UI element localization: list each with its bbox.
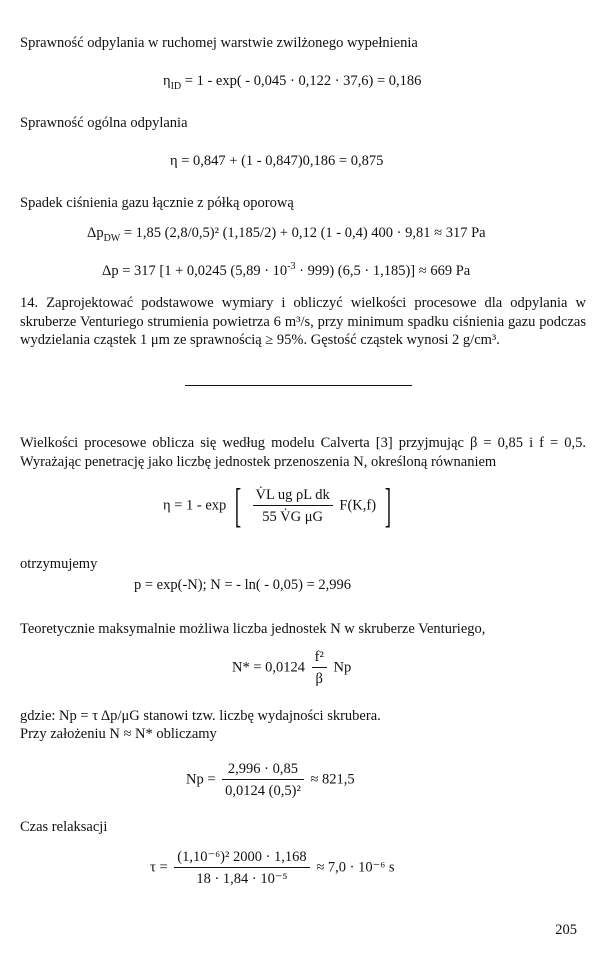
max-units-text: Teoretycznie maksymalnie możliwa liczba jednostek N w skruberze Venturiego, [20, 621, 486, 637]
fraction-denominator: 55 V̇G μG [262, 509, 323, 525]
otrzymujemy-text: otrzymujemy [20, 556, 98, 572]
section-divider [185, 385, 412, 386]
intro-text-pressure: Spadek ciśnienia gazu łącznie z półką oporową [20, 195, 294, 211]
equation-rhs-b: · 999) (6,5 · 1,185)] ≈ 669 Pa [295, 262, 471, 279]
fraction-numerator: (1,10⁻⁶)² 2000 · 1,168 [174, 848, 309, 868]
equation-tau [150, 848, 395, 888]
fraction-denominator: 0,0124 (0,5)² [225, 783, 301, 799]
equation-eta-id [163, 72, 421, 96]
equation-lhs: τ = [150, 859, 168, 876]
fraction-numerator: V̇L ug ρL dk [253, 486, 333, 506]
eta-subscript: ID [170, 80, 182, 92]
fraction-denominator: 18 · 1,84 · 10⁻⁵ [196, 871, 288, 887]
equation-rhs-a: = 317 [1 + 0,0245 (5,89 · 10 [122, 262, 288, 279]
gdzie-text: gdzie: Np = τ Δp/μG stanowi tzw. liczbę wydajności skrubera. [20, 708, 381, 724]
equation-lhs: N* = 0,0124 [232, 659, 306, 676]
eta-symbol: η [163, 73, 171, 89]
calvert-paragraph: Wielkości procesowe oblicza się według modelu Calverta [3] przyjmując β = 0,85 i f = 0,5. Wyrażając penetrację jako liczbę jednostek przenoszenia N, określoną równaniem [20, 435, 586, 470]
equation-lhs: η = 1 - exp [163, 497, 227, 514]
relaxation-time-text: Czas relaksacji [20, 819, 108, 835]
equation-lhs: Np = [186, 771, 216, 788]
equation-tail: F(K,f) [339, 497, 377, 514]
intro-text-efficiency: Sprawność odpylania w ruchomej warstwie zwilżonego wypełnienia [20, 35, 418, 51]
intro-text-overall: Sprawność ogólna odpylania [20, 115, 188, 131]
fraction [174, 848, 309, 888]
equation-rhs: = 1,85 (2,8/0,5)² (1,185/2) + 0,12 (1 - 0,4) 400 · 9,81 ≈ 317 Pa [123, 225, 486, 241]
exponent: -3 [287, 261, 296, 272]
equation-dp-total [102, 258, 470, 280]
left-bracket: [ [234, 479, 242, 532]
equation-rhs: = 1 - exp( - 0,045 · 0,122 · 37,6) = 0,186 [184, 73, 422, 89]
fraction [312, 648, 327, 688]
fraction [253, 486, 333, 526]
problem-14-text: 14. Zaprojektować podstawowe wymiary i obliczyć wielkości procesowe dla odpylania w skruberze Venturiego strumienia powietrza 6 m³/s, przy minimum spadku ciśnienia gazu podczas wydzielania cząstek 1 μm ze sprawnością ≥ 95%. Gęstość cząstek wynosi 2 g/cm³. [20, 295, 586, 348]
equation-result: ≈ 821,5 [310, 771, 355, 788]
assumption-text: Przy założeniu N ≈ N* obliczamy [20, 726, 217, 742]
equation-penetration: p = exp(-N); N = - ln( - 0,05) = 2,996 [134, 577, 352, 593]
delta-p-subscript: DW [103, 232, 121, 244]
equation-eta-exp [163, 479, 396, 532]
right-bracket: ] [384, 479, 391, 532]
fraction-numerator: f² [312, 648, 327, 668]
delta-p-symbol: Δp [87, 225, 104, 241]
page-number: 205 [555, 922, 577, 938]
fraction [222, 760, 304, 800]
equation-n-star [232, 648, 351, 688]
equation-tail: Np [333, 659, 352, 676]
equation-np [186, 760, 355, 800]
equation-dp-dw [87, 224, 486, 248]
delta-p-symbol: Δp [102, 262, 119, 279]
equation-result: ≈ 7,0 · 10⁻⁶ s [316, 859, 395, 876]
equation-eta-total: η = 0,847 + (1 - 0,847)0,186 = 0,875 [170, 153, 384, 169]
fraction-denominator: β [315, 671, 323, 687]
fraction-numerator: 2,996 · 0,85 [222, 760, 304, 780]
